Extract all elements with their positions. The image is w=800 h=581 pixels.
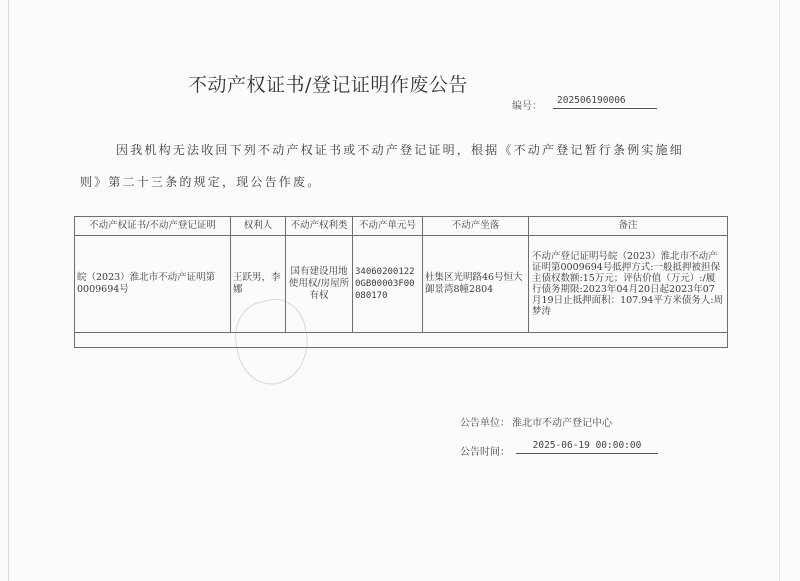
publish-date-label: 公告时间： xyxy=(460,447,510,458)
cell-holder: 王跃男，李娜 xyxy=(231,236,286,333)
table-header-row xyxy=(75,217,728,236)
publish-date-value: 2025-06-19 00:00:00 xyxy=(516,440,658,454)
col-header-right-type: 不动产权利类 xyxy=(286,217,353,236)
empty-cell xyxy=(75,333,728,348)
publisher-label: 公告单位： xyxy=(460,418,510,429)
cell-right-type: 国有建设用地使用权/房屋所有权 xyxy=(286,236,353,333)
col-header-certificate: 不动产权证书/不动产登记证明 xyxy=(75,217,231,236)
cell-unit-number: 340602001220GB00003F00080170 xyxy=(353,236,423,333)
announcement-paragraph: 因我机构无法收回下列不动产权证书或不动产登记证明，根据《不动产登记暂行条例实施细则》第二十三条的规定，现公告作废。 xyxy=(80,143,685,189)
doc-number-label: 编号： xyxy=(512,101,542,112)
col-header-holder: 权利人 xyxy=(231,217,286,236)
table-row-empty xyxy=(75,333,728,348)
table-row xyxy=(75,236,728,333)
cell-location: 杜集区光明路46号恒大御景湾8幢2804 xyxy=(423,236,529,333)
col-header-remark: 备注 xyxy=(529,217,728,236)
cancellation-table xyxy=(74,216,728,348)
document-title: 不动产权证书/登记证明作废公告 xyxy=(188,74,468,96)
col-header-location: 不动产坐落 xyxy=(423,217,529,236)
col-header-unit-number: 不动产单元号 xyxy=(353,217,423,236)
doc-number-value: 202506190006 xyxy=(553,95,657,109)
cell-certificate: 皖（2023）淮北市不动产证明第0009694号 xyxy=(75,236,231,333)
scan-edge-left xyxy=(8,0,9,581)
cell-remark: 不动产登记证明号皖（2023）淮北市不动产证明第0009694号抵押方式:一般抵押被担保主债权数额:15万元；评估价值（万元）:/履行债务期限:2023年04月20日起2023年07月19日止抵押面积：107.94平方米债务人:周梦涛 xyxy=(529,236,728,333)
scan-edge-right xyxy=(779,0,780,581)
publisher-value: 淮北市不动产登记中心 xyxy=(512,418,612,429)
